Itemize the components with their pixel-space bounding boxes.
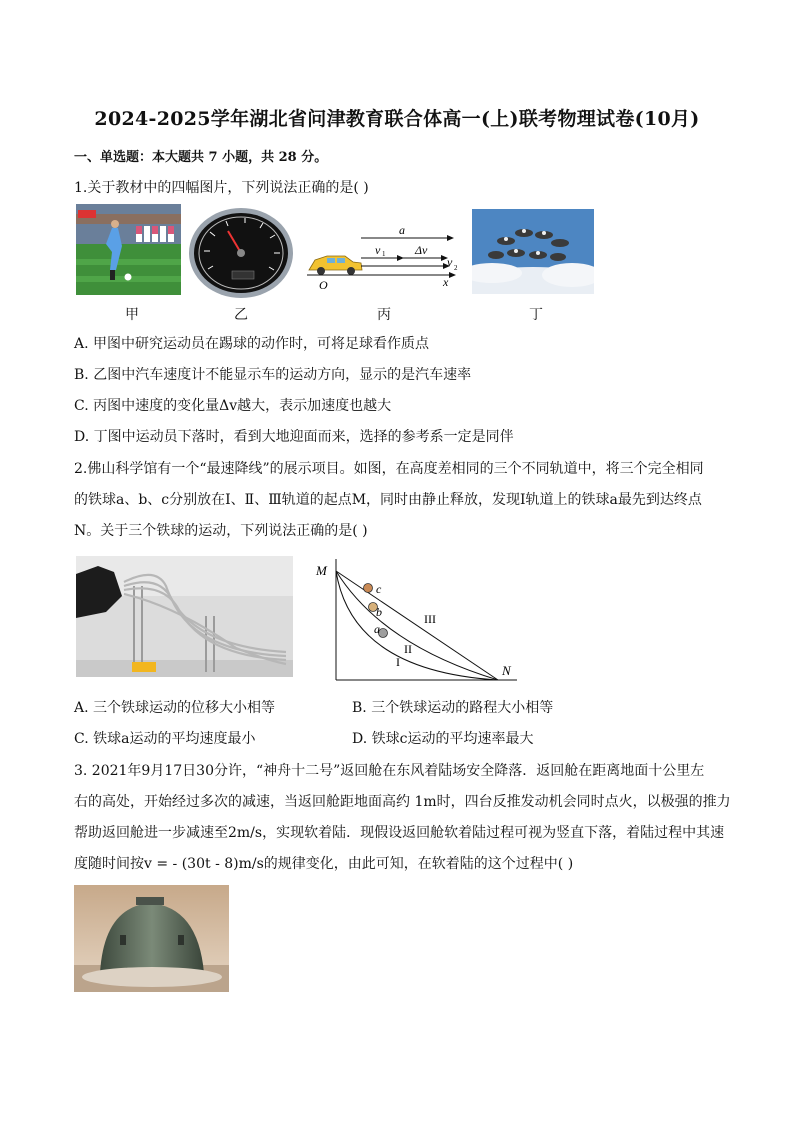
q2-option-a: A. 三个铁球运动的位移大小相等 [74,700,276,716]
ball-b-label: b [376,605,382,619]
ball-a-label: a [374,622,380,636]
v2-subscript: 2 [454,264,458,272]
brachistochrone-diagram [312,553,524,685]
q2-option-d: D. 铁球c运动的平均速率最大 [352,731,534,747]
caption-ding: 丁 [529,307,543,323]
section-heading: 一、单选题：本大题共 7 小题，共 28 分。 [74,150,328,165]
caption-yi: 乙 [234,307,248,323]
skydivers-photo [472,209,594,294]
q1-option-b: B. 乙图中汽车速度计不能显示车的运动方向，显示的是汽车速率 [74,367,472,383]
caption-jia: 甲 [125,307,139,323]
q1-option-c: C. 丙图中速度的变化量Δv越大，表示加速度也越大 [74,398,392,414]
q2-option-b: B. 三个铁球运动的路程大小相等 [352,700,554,716]
q1-stem: 1.关于教材中的四幅图片，下列说法正确的是( ) [74,180,369,196]
x-axis-label: x [443,275,449,289]
v1-subscript: 1 [382,250,386,258]
track-ii-label: II [404,642,412,656]
track-i-label: I [396,655,400,669]
point-n-label: N [502,663,511,678]
q3-stem-line4: 度随时间按v = - (30t - 8)m/s的规律变化，由此可知，在软着陆的这个过程中( ) [74,856,574,872]
q3-stem-line3: 帮助返回舱进一步减速至2m/s，实现软着陆．现假设返回舱软着陆过程可视为竖直下落，着陆过程中其速 [74,825,725,841]
track-iii-label: III [424,612,436,626]
capsule-photo [74,885,229,992]
origin-label: O [319,278,328,292]
speedometer-photo [188,207,295,299]
q2-stem-line3: N。关于三个铁球的运动，下列说法正确的是( ) [74,523,368,539]
q2-option-c: C. 铁球a运动的平均速度最小 [74,731,256,747]
caption-bing: 丙 [377,307,391,323]
tracks-photo [76,556,293,677]
point-m-label: M [316,563,327,578]
accel-label: a [399,223,405,237]
exam-title: 2024-2025学年湖北省问津教育联合体高一(上)联考物理试卷(10月) [94,108,700,130]
v2-label: v [447,255,453,269]
q2-stem-line2: 的铁球a、b、c分别放在Ⅰ、Ⅱ、Ⅲ轨道的起点M，同时由静止释放，发现Ⅰ轨道上的铁球a最先到达终点 [74,492,702,508]
ball-c-label: c [376,582,382,596]
q1-option-d: D. 丁图中运动员下落时，看到大地迎面而来，选择的参考系一定是同伴 [74,429,514,445]
q1-option-a: A. 甲图中研究运动员在踢球的动作时，可将足球看作质点 [74,336,430,352]
q2-stem-line1: 2.佛山科学馆有一个“最速降线”的展示项目。如图，在高度差相同的三个不同轨道中，将三个完全相同 [74,461,704,477]
q3-stem-line2: 右的高处，开始经过多次的减速，当返回舱距地面高约 1m时，四台反推发动机会同时点火，以极强的推力 [74,794,731,810]
v1-label: v [375,243,381,257]
q3-stem-line1: 3. 2021年9月17日30分许，“神舟十二号”返回舱在东风着陆场安全降落．返回舱在距离地面十公里左 [74,763,705,779]
soccer-photo [76,204,181,295]
dv-label: Δv [415,243,428,257]
car-velocity-diagram [305,222,465,294]
